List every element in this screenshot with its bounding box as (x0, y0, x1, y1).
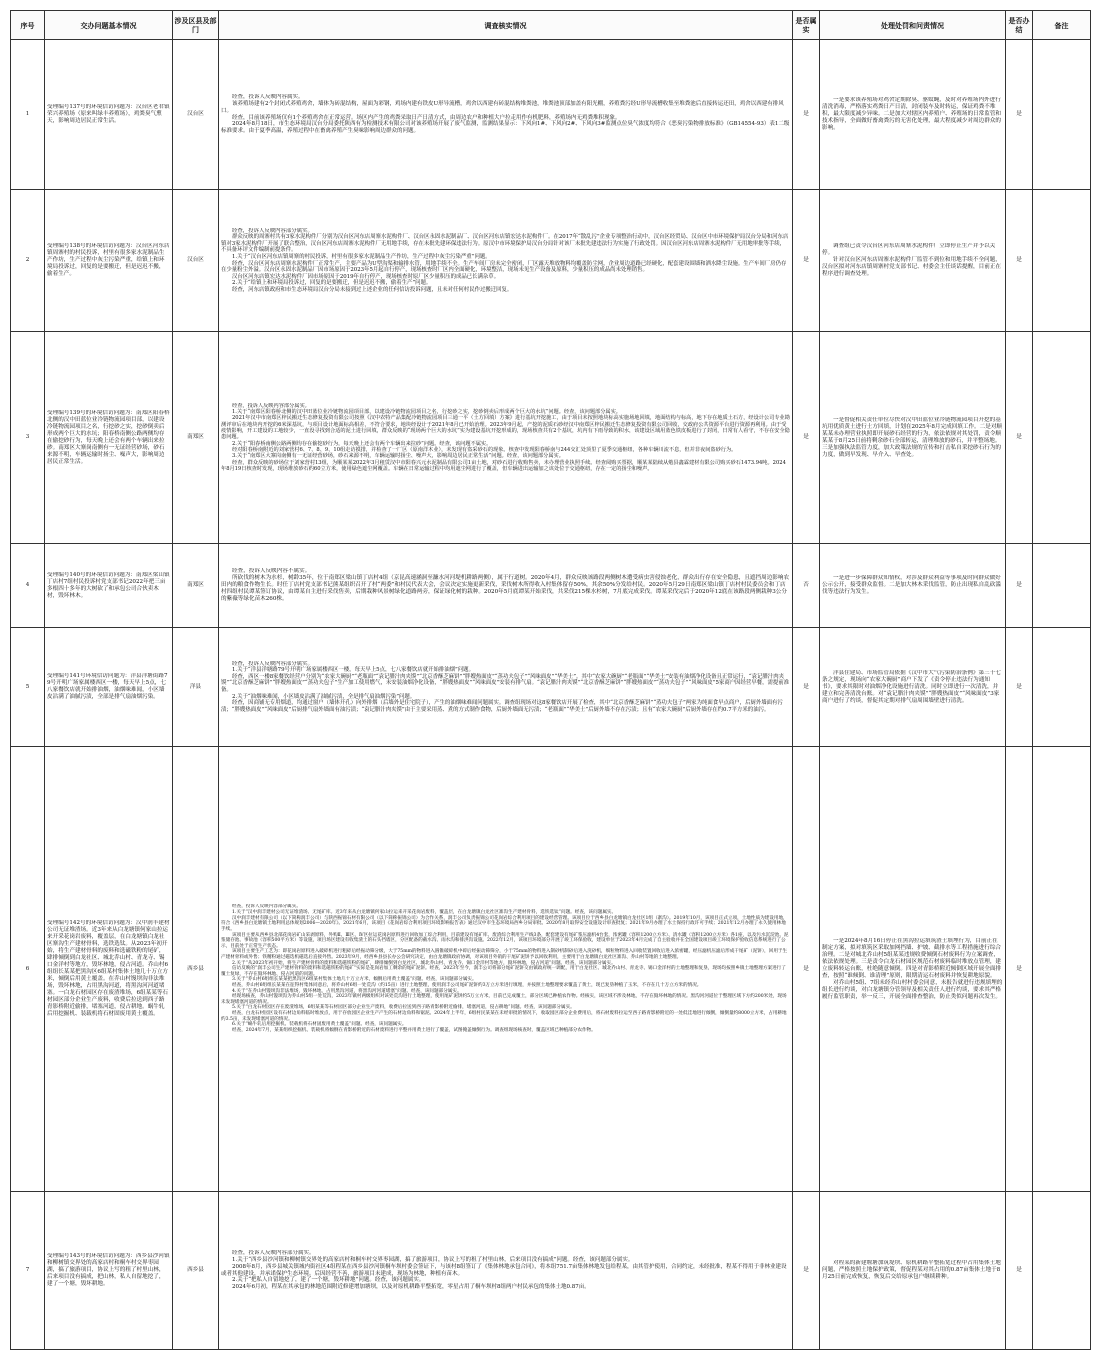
row-basic (45, 332, 173, 544)
detail-paragraph: 经对阳春桥南附近的刘家营村6、7、8、9、10组走访摸排，并检查了一厂区（原南洋木业），未发现有盗采砂石的现象。核查中发现阳春桥南与244交汇处顶里了夏季交通枢纽，各种车辆川流不息，但并非夜间盗砂行为。 (232, 447, 737, 454)
result-text (822, 97, 1003, 132)
result-paragraph: 针对汉台区河东店周寨水泥构件厂监管不到位和用地手续不全问题，汉台区拟对河东店镇周寨村党支部书记、村委会主任谈话提醒，目前正在程序进行调查处理。 (822, 257, 1002, 277)
basic-text: 受理编号139号的环境信访问题为：南郑区阳春桥北侧的汉中田蓝位业冷链物流园项目部，以建设冷链物流园项目之名，行挖砂之实，挖砂倒卖后形成两个巨大的水坑；阳春桥南侧公路两侧均存在偷挖砂行为，每天晚上还会有两个车辆出来拉砂。南郑区大寨岗南侧有一无证经营砂场，砂石来源不明，车辆运输时扬尘、噪声大，影响周边居民正常生活。 (47, 409, 170, 465)
detail-paragraph: 经查，河东店镇政府和市生态环境局汉台分局未接到过上述企业的任何信访投诉问题，且未对任何村民作过搬迁回复。 (232, 286, 513, 293)
detail-text (221, 904, 790, 1033)
table-row (11, 1192, 1091, 1350)
detail-text (221, 228, 790, 294)
detail-paragraph: 群众反映的周寨村共有3家水泥构件厂分别为汉台区河东店周寨水泥构件厂、汉台区永固水泥制品厂、汉台区河东店镇宏达水泥构件厂。在2017年“散乱污”企业专项整治行动中，汉台区经贸局、汉台区中市环境保护局汉台分局和河东店镇对3家水泥构件厂开展了联合整治，汉台区河东店周寨水泥构件厂无用地手续，存在未批先建环保违法行为。原汉中市环境保护局汉台分局针对该厂未批先建违法行为实施了行政处罚。因汉台区河东店周寨水泥构件厂无用地审批等手续，不具备环评文件编制前提条件。 (221, 234, 789, 254)
detail-paragraph: 2.关于“把私人自留地挖了，建了一个塘，毁坏耕地”问题。经查，该问题属实。 (232, 1277, 425, 1284)
table-row (11, 747, 1091, 1192)
detail-paragraph: 5.关于“白龙石材园区存在废渣堆场，6组某某等石材园区部分企业生产废料，收费后拉送到西子路青影桥附近偷排，堵塞河道，侵占耕地”问题。经查，该问题部分属实。 (232, 1005, 575, 1011)
header-done: 是否办结 (1006, 11, 1033, 40)
row-seq: 1 (11, 40, 45, 190)
header-result: 处理处罚和问责情况 (820, 11, 1006, 40)
row-verified: 是 (793, 1192, 820, 1350)
result-text (822, 575, 1003, 596)
detail-paragraph: 经查，投诉人反映内容属实。 (232, 94, 304, 101)
detail-paragraph: 4.关于“在乔山村馒坝沟非法堆场，毁坏林地，占用黑沟河道，将黑沟河河道堵塞”问题。经查，该问题部分属实。 (232, 988, 462, 994)
row-done: 是 (1006, 628, 1033, 747)
row-basic (45, 544, 173, 628)
detail-paragraph: 经查，投诉人反映内容部分属实。 (232, 660, 313, 667)
detail-paragraph: 经查，投诉人反映内容部分属实。 (232, 402, 310, 409)
detail-paragraph: 1.关于“洋县洋塘路79号开明广场家属楼西区一楼，每天早上5点，七八家餐饮店就开始排油烟”问题。 (232, 667, 474, 674)
row-note (1033, 40, 1091, 190)
detail-paragraph: 所砍伐的树木为水杉，树龄35年，位于南郑区梁山镇丁店村4组（京昆高速涵洞至濂水河河堤机耕路两侧），属于行道树。2020年4月，群众反映该路段两侧树木遭受病虫害侵蚀老化，群众出行存在安全隐患，且遮挡周边影响农田内的粮食作物生长。时任丁店村党支部书记熊某组织召开了村“两委”和村民代表大会，会议决定实施更新采伐，采伐树木所得收入村集体留存50%，其余50%分发给村民。2020年5月29日南郑区梁山镇丁店村村民委员会和丁店村四组村民谭某签订协议，由谭某自主进行采伐售卖，后期栽种风景树绿化道路两旁，保证绿化树的栽种。2020年5月底谭某开始采伐，共采伐215棵水杉树，7月底完成采伐。谭某采伐完后于2020年12底在该路段两侧栽种3公分的紫薇等绿化苗木260株。 (221, 575, 790, 602)
row-seq: 2 (11, 190, 45, 332)
row-result (820, 628, 1006, 747)
result-text (822, 670, 1003, 705)
row-area: 洋县 (173, 628, 219, 747)
row-verified: 是 (793, 40, 820, 190)
detail-paragraph: 汉中润丰建材有限公司（以下简称润丰公司）与陕西振锦石材有限公司（以下简称振锦公司）为合作关系，润丰公司负责振锦公司花岗岩综合利用项目的建设经营管理。该项目位于西乡县白龙塘镇白龙社区1组（寨沟）。2019年10月，该项目正式立项，土地性质为建设用地，符合《西乡县白龙塘镇土地利用总体规划2006—2020年》。2021年6月，该项目《花岗岩综合利用项目环境影响报告表》通过汉中市生态环境局西乡分局审批。2020年8月取得安全设施设计审查批复；2021年9月办理了水土保持行政许可手续；2021年12月办理了永久使用林地手续。 (221, 915, 788, 932)
row-note (1033, 544, 1091, 628)
row-area: 汉台区 (173, 40, 219, 190)
row-seq: 4 (11, 544, 45, 628)
detail-paragraph: 经查，白龙石材园区设有石材边角料临时堆放点，用于存放园区企业生产产生的石材边角料和锯泥。2024年上半年，6组村民某某在未经审批的情况下，收取园区部分企业费用后，将石材废料拉运至西子路青影桥附近的一处低洼地进行倾倒，倾倒量约8000立方米，占用耕地约3.5亩，未发现堵塞河道的情况。 (221, 1011, 787, 1022)
row-detail (219, 332, 793, 544)
basic-text: 受理编号138号的环境信访问题为：汉台区河东店镇周寨村的村民投诉，村里有很多家水泥制品生产作坊，生产过程中灰尘污染严重，给镇上和环境局投诉过，回复的是要搬迁，但是迟迟不搬，偷着生产。 (47, 243, 170, 277)
row-result (820, 190, 1006, 332)
row-detail (219, 544, 793, 628)
detail-text (221, 661, 790, 714)
detail-paragraph: 经现场核查，乔山村馒坝沟为乔山村5组一处荒沟，2023年镇村两级组织对该处荒沟进行土地整理，使用尾矿泥饼约5万立方米，目前已完成覆土，部分区域已种植农作物。经核实，该区域不涉及林地，不存在毁坏林地的情况。黑沟河河道位于整理区域下方约200米处，现场未发现堵塞河道的情况。 (221, 994, 787, 1005)
result-paragraph: 洋县住建局、市场监管局依据《汉中市大气污染防治条例》第三十七条之规定，现场向“农家大碗厨”商户下发了《责令停止违法行为通知书》，要求其限时对油烟净化设施进行清洗。同时立即进行一次清洗，并建立和完善清洗台账。对“袁记腊汁肉夹馍”“胖嫂热面皮”“风味面皮”3家商户进行了约谈，督促其定期对排气扇周围墙壁进行清洗。 (822, 669, 1001, 704)
detail-paragraph: 经查，投诉人反映内容部分属实。 (232, 1250, 315, 1257)
table-row (11, 332, 1091, 544)
row-note (1033, 747, 1091, 1192)
detail-paragraph: 2.关于“给镇上和环境局投诉过，回复的是要搬迁，但是迟迟不搬，偷着生产”问题。 (232, 280, 432, 287)
header-basic: 交办问题基本情况 (45, 11, 173, 40)
basic-text: 受理编号140号的环境信访问题为：南郑区梁山镇丁店村7组村民投诉村党支部书记2022年把三亩多根四十多年的大树砍了和承包公司合伙卖木材，毁坏林木。 (47, 571, 170, 599)
detail-paragraph: 该项目主要生产工艺为：即花岗岩原料进入破碎机进行粗碎后经振动筛分级，大于75mm的物料进入圆锥破碎机中碎后经振动筛筛分，小于75mm的物料进入制砂机制砂后进入洗砂机，细粒物料进入回收装置回收后进入浓密罐，经压滤机压滤后形成干尾矿（泥饼），回用于生产建材骨料或外售；铁精粉通过磁选机磁选后直接外售。2023年9月，经西乡县县长办公会研究决定，由白龙塘镇政府协调，对该项目外销的干尾矿泥饼予以回收利用，主要用于白龙塘镇白龙社区寨沟、乔山村等地的土地整理。 (221, 949, 788, 960)
detail-text (221, 568, 790, 602)
result-text (822, 243, 1003, 278)
row-note (1033, 1192, 1091, 1350)
row-basic (45, 190, 173, 332)
detail-paragraph: 经查，汉台区河东店周寨水泥构件厂正常生产，主要产品为U型沟渠和输排水管，用地手续不全。生产车间厂房未完全密闭，厂区露天堆放物料均覆盖防尘网，企业周边道路已经硬化，配套建设围墙和洒水降尘设施。生产车间厂房仍存在少量粉尘外溢。汉台区永固水泥制品厂因市场原因于2023年5月起自行停产，现场核查时厂区内全面硬化，环境整洁，现场未见生产设备及原料，少量积压的成品尚未处理销售。 (221, 260, 787, 274)
row-area: 汉台区 (173, 190, 219, 332)
detail-paragraph: 经查，因商铺无专用烟道，均通过窗户（墙体开孔）向外排烟（后墙外是住宅院子），产生的油烟味难闻问题属实。调查组现场对这8家餐饮店开展了检查，其中“北京香酥芝麻饼”“蒸功夫包子”两家为纯面食早点商户，后厨外墙面有污渍；“胖嫂热面皮”“风味面皮”后厨排气扇外墙面有油污渍；“袁记腊汁肉夹馍”由于主要采用蒸、煮的方式制作食物，后厨外墙面无污渍；“老瓶面”“华美士”后厨外墙不存在污渍；且有“农家大碗厨”后厨外墙存在约0.7平方米的油污。 (221, 700, 783, 713)
row-area: 西乡县 (173, 1192, 219, 1350)
detail-paragraph: 信访反映的“润丰公司生产建材骨料的废料和选磁铁粉的尾矿”实际是花岗岩加工剩余的尾矿泥饼。经查，2023年至今，润丰公司将部分尾矿泥饼交由镇政府统一调配，用于白龙社区、城北乔山村、青龙寺、锡口金洋村的土地整理和复垦，现场均按照乡镇土地整理方案进行了覆土复绿，不存在毁坏林地、侵占河道的问题。 (221, 966, 786, 977)
detail-paragraph: 6.关于“蜗牛轧后用挖掘机、装载机将石材固废用黄土覆盖”问题。经查，该问题属实。 (232, 1022, 407, 1028)
detail-paragraph: 经查，乔山村6组组长某某在征得村集体同意后，将乔山村6组一处荒沟（约15亩）进行土地整理，使用润丰公司尾矿泥饼约3万立方米进行填埋，并按照土地整理要求覆盖了黄土，现已复垦种植了玉米，不存在几十万立方米的情况。 (232, 983, 702, 989)
row-area: 南郑区 (173, 544, 219, 628)
detail-paragraph: 经查，目前该养殖场仅有1个养殖鸡舍在正常运营。场区内产生的鸡粪采取日产日清方式，由周边农户和种植大户拉走用作有机肥料，养殖场内无鸡粪堆积现象。 (232, 114, 621, 121)
header-verified: 是否属实 (793, 11, 820, 40)
row-done: 是 (1006, 190, 1033, 332)
basic-text: 受理编号143号的环境信访问题为：西乡县沙河镇和柳树镇交界处的高家店村和桐车村交界枣园湖，搞了旅游项目，协议上写的租了村里山林，后来项目没有搞成，把山林，私人自留地挖了，建了一个塘，毁坏耕地。 (47, 1253, 170, 1287)
row-detail (219, 40, 793, 190)
detail-paragraph: 1.关于“汉台区河东店镇周寨的村民投诉，村里有很多家水泥制品生产作坊，生产过程中灰尘污染严重”问题。 (232, 253, 491, 260)
detail-paragraph: 2021年汉中市南郑区梓民搬迁生态修复投资有限公司按照《汉中农特产品集配冷链物流园项目三通一平（土方回填）方案》进行基坑开挖施工，由于项目未按照地块标高实施场地回填，地面结构与标高，地下存在地质土石方，经设计公司专业勘测评审后在地块内开挖的6米深基坑，与项目设计地面标高相差，不符合要求，地块经设计于2021年8月已开始治理。2023年9月起，产挖的泥质石砂经汉中南郑区梓民搬迁生态修复投资有限公司回收，交政府公共资源平台进行资源再利用。由于受疫情影响，开工建设的工地较少，一直没寻找到合适的泥土进行回填，群众反映的“现场两个巨大的水坑”实为建设基坑开挖形成的，现场核查共有2个基坑，坑内有下雨导致的积水，该建设区域用蓝色铁皮板进行了封闭，日常有人看守，不存在安全隐患问题。 (221, 415, 790, 441)
row-detail (219, 628, 793, 747)
detail-paragraph: 1.关于“西乡县沙河镇和柳树镇交界处的高家店村和桐车村交界枣园湖，搞了旅游项目，协议上写的租了村里山林，后来项目没有搞成”问题。经查，该问题部分属实。 (232, 1257, 634, 1264)
row-note (1033, 332, 1091, 544)
row-done: 是 (1006, 1192, 1033, 1350)
result-paragraph: 一是2024年8月16日停止在黑沟拉运填筑渣土填埋行为，目前正在制定方案，拟对填筑区采取加网挡墙、护坡、截排水等工程措施进行综合治理。二是对城北乔山村5组某某违规收费倾倒石材废料行为立案调查，依法依规处理。三是责令白龙石材园区规范石材废料临时堆放点管理，建立废料转运台账，杜绝随意倾倒。四是对青影桥附近倾倒区域开展全面排查，按照“谁倾倒、谁清理”原则，限期清运石材废料并恢复耕地原貌。 (822, 937, 1002, 979)
header-note: 备注 (1033, 11, 1091, 40)
detail-text (221, 1250, 790, 1290)
row-seq: 5 (11, 628, 45, 747)
detail-paragraph: 经查，投诉人反映内容部分属实。 (232, 227, 313, 234)
detail-paragraph: 2008年8月，西乡县城关镇城内街社区4组程某在西乡县沙河镇桐车坝村委会签证下，与该村8组签订了《集体林地承包合同》，将本组751.7亩集体林地发包给程某，由其管护使用，合同约定，未经批准，程某不得用于非林业建设或者其他建设，并承诺保护生态环境。后因经营不善，旅游项目未建成，现场为林地，种植有苗木。 (221, 1263, 787, 1277)
detail-paragraph: 2.关于“从2023年初开始，将生产建材骨料的废料和选磁铁粉的尾矿，肆排倾倒到白龙社区、城北乔山村、青龙寺、锡口金洋村等地方，毁坏林地，侵占河道”问题。经查，该问题部分属实。 (232, 960, 616, 966)
detail-paragraph: 2024年8月18日，市生态环境局汉台分局委托陕西有为检测技术有限公司对该养殖场开展了废气监测，监测结果显示：下风向1#、下风向2#、下风向3#监测点位臭气浓度均符合《恶臭污染物排放标准》（GB14554-93）表1二级标准要求。由于夏季高温，养殖过程中在畜禽养殖产生臭味影响周边群众的问题。 (221, 121, 790, 134)
row-detail (219, 190, 793, 332)
header-seq: 序号 (11, 11, 45, 40)
row-basic (45, 1192, 173, 1350)
header-area: 涉及区县及部门 (173, 11, 219, 40)
basic-text: 受理编号141号环境信访问题为：洋县洋塘街路79号开明广场家属楼西区一楼，每天早上5点，七八家餐饮店就开始排油烟，油烟味难闻，小区墙皮沾满了油腻污渍，全部是排气扇油烟污染。 (47, 673, 168, 700)
row-done: 是 (1006, 332, 1033, 544)
row-verified: 是 (793, 747, 820, 1192)
header-row (11, 11, 1091, 40)
result-text (822, 938, 1003, 1001)
row-verified: 是 (793, 332, 820, 544)
detail-paragraph: 2.关于“阳春桥南侧公路两侧均存在偷挖砂行为，每天晚上还会有两个车辆出来拉砂”问题。经查，该问题不属实。 (232, 440, 492, 447)
detail-paragraph: 经查，投诉人反映内容部分属实。 (232, 904, 301, 910)
row-note (1033, 628, 1091, 747)
row-area: 南郑区 (173, 332, 219, 544)
row-verified: 是 (793, 190, 820, 332)
detail-paragraph: 2.关于“油烟味难闻，小区墙皮沾满了油腻污渍，全是排气扇油烟污染”问题。 (232, 693, 416, 700)
detail-paragraph: 3.关于“南郑区大寨岗南侧有一无证经营砂场，砂石来源不明，车辆运输时扬尘、噪声大，影响周边居民正常生活”问题。经查，该问题部分属实。 (232, 453, 564, 460)
detail-paragraph: 该项目主要从西乡县北部花岗岩矿山采剥原料，外购Ⅱ、Ⅲ区、Ⅳ区拉运花岗岩原料进行回收加工综合利用，目前建设有尾矿库、废渣综合利用生产线3条，配套建设有尾矿浆压滤机4台套，浓密罐（容积1200立方米）、清水罐（容积1200立方米）各1座，以及污水沉淀池、泥浆储存池、事故池（容积500平方米）等设施，项目场区建设有收集渣土的石头挡墙区，分区配备的截水沟、雨水沟和排洪沟设施。2022年12月，该项目环境部分开展了竣工环保验收，建设单位于2023年4月完成了自主验收并在全国建设项目竣工环境保护验收信息系统进行了公示，目前处于正常生产状态。 (221, 932, 789, 949)
result-paragraph: 对乔山村5组、7组未经乔山村村委会同意，未报告就进行违规填埋的组长进行约谈，对白龙塘镇分管领导及相关责任人进行约谈，要求其严格履行监管职责，举一反三，开展全面排查整治，防止类似问题再次发生。 (822, 979, 1003, 1000)
row-detail (219, 747, 793, 1192)
result-text (822, 417, 1003, 459)
row-seq: 6 (11, 747, 45, 1192)
row-detail (219, 1192, 793, 1350)
result-text (822, 1260, 1003, 1281)
result-paragraph: 一是要求该养殖场对鸡舍定期除臭、驱蚊蝇，及时对养殖场内外进行清洗消毒，严格落实鸡粪日产日清，封闭装车及时转运，保证鸡粪不堆积，最大限度减少异味。二是加大对辖区内养殖户、养殖场的日常监管和技术指导，全面做好畜禽粪污的无害化处理，最大程度减少对周边群众的影响。 (822, 97, 1002, 131)
header-detail: 调查核实情况 (219, 11, 793, 40)
row-result (820, 747, 1006, 1192)
row-result (820, 332, 1006, 544)
row-basic (45, 628, 173, 747)
row-verified: 是 (793, 628, 820, 747)
detail-paragraph: 经查，群众反映的砂场位于刘家营村13组，为顺某某2022年3月租赁汉中市阳春兴元水泥制品有限公司1亩土地，对砂石进行收购售卖，未办理营业执照手续。经查阅购买票据，顺某某陆续从勉县鑫霖建材有限公司购买砂石1473.94吨。2024年8月19日核查时发现，现场堆放砂石约60立方米，使用绿色遮尘网覆盖。车辆在日常运输过程中均用遮尘网进行了覆盖，但车辆进出运输加之该处位于交通枢纽，存在一定的扬尘和噪声。 (221, 459, 786, 473)
row-basic (45, 40, 173, 190)
row-seq: 3 (11, 332, 45, 544)
row-result (820, 544, 1006, 628)
table-row (11, 544, 1091, 628)
basic-text: 受理编号142号的环境信访问题为：汉中润丰建材公司无证堆渣场。近3年来从白龙塘镇何家山拉运来开采花岗岩废料，覆盖层，在白龙塘镇白龙社区寨沟生产建材骨料，选铁选钛。从2023年初开始，将生产建材骨料的废料和选磁铁粉的尾矿，肆排倾倒到白龙社区、城北乔山村、青龙寺、锡口金洋村等地方，毁坏林地，侵占河道。乔山村6组组长某某把黑沟区6组某村集体土地几十万立方米，倾倒后用黄土覆盖。在乔山村馒坝沟非法堆场，毁坏林地，占用黑沟河道，将黑沟河河道堵塞。一白龙石材园区存在废渣堆场，6组某某等石材园区部分企业生产废料，收费后拉送到西子路青影桥附近偷排，堵塞河道，侵占耕地。蜗牛轧后用挖掘机、装载机将石材固废用黄土覆盖。 (47, 920, 170, 1017)
row-done: 是 (1006, 747, 1033, 1192)
report-table (10, 10, 1091, 1350)
result-paragraph: 一是进一步保障群众知情权，对涉及群众利益等事项及时向群众做好公示公开，接受群众监督。二是加大林木采伐监管，防止出现私自乱砍滥伐等违法行为发生。 (822, 575, 1002, 595)
result-paragraph: 一是督促相关责任单位尽快对汉中田蓝位业冷链物流园项目开挖的基坑用优质黄土进行土方回填，计划在2025年8月完成回填工作。二是对顺某某未办理营业执照即开展砂石经营的行为，依法依规对其处罚，责令顺某某于8月25日前将剩余砂石全部转运，清理堆放的砂石，并平整场地。三是加强执法监管力度，加大政策法规的宣传和打击私自采挖砂石行为的力度，做到早发现、早介入、早查处。 (822, 416, 1003, 458)
detail-paragraph: 1.关于“汉中润丰建材公司无证堆渣场、无尾矿库。近3年来从白龙塘镇何家山拉运来开采花岗岩废料，覆盖层，在白龙塘镇白龙社区寨沟生产建材骨料，选铁选钛”问题。经查，该问题属实。 (232, 910, 617, 916)
detail-paragraph: 汉台区河东店镇宏达水泥构件厂因市场原因于2019年自行停产，现场核查时原厂区少量积压的成品已长满杂草。 (232, 273, 500, 280)
detail-paragraph: 经查，投诉人反映内容不属实。 (232, 568, 311, 575)
basic-text: 受理编号137号的环境信访问题为：汉台区老君镇荣兴养殖场（原来叫绿丰养殖场），鸡粪臭气熏天，影响周边居民正常生活。 (47, 104, 170, 124)
detail-paragraph: 2024年6月初，程某在其承包的林地范围附近修建增加塘坝，以及对原机耕路平整拓宽，零星占用了桐车坝村8组两户村民承包的集体土地0.87亩。 (232, 1283, 590, 1290)
table-row (11, 628, 1091, 747)
row-note (1033, 190, 1091, 332)
row-seq: 7 (11, 1192, 45, 1350)
table-body (11, 40, 1091, 1350)
row-done: 是 (1006, 544, 1033, 628)
detail-text (221, 403, 790, 473)
result-paragraph: 调查组已责令汉台区河东店周寨水泥构件厂立即停止生产并予以关停。 (822, 243, 996, 256)
row-basic (45, 747, 173, 1192)
row-result (820, 40, 1006, 190)
row-result (820, 1192, 1006, 1350)
detail-paragraph: 3.关于“乔山村6组组长某某把黑沟区6组某村集体土地几十万立方米，倾倒后用黄土覆盖”问题。经查，该问题部分属实。 (232, 977, 477, 983)
row-area: 西乡县 (173, 747, 219, 1192)
detail-paragraph: 1.关于“南郑区阳春桥北侧的汉中田蓝位业冷链物流园项目部，以建设冷链物流园项目之名，行挖砂之实，挖砂倒卖后形成两个巨大的水坑”问题。经查，该问题部分属实。 (232, 408, 621, 415)
detail-paragraph: 该养殖场建有2个封闭式养殖鸡舍，墙体为砖混结构，屋面为彩钢，鸡场内建有铁皮U形导流槽，鸡舍以西建有砖混结构堆粪池，堆粪池顶部加盖有阳光棚，养殖粪污经U形导流槽收集至堆粪池后直接转运还田，鸡舍以西建有排风口。 (221, 101, 784, 114)
detail-text (221, 94, 790, 134)
row-verified: 否 (793, 544, 820, 628)
detail-paragraph: 经查，2024年7月，某某组织挖掘机、装载机将倾倒在青影桥附近的石材废料进行平整并用黄土进行了覆盖，试图掩盖倾倒行为。调查组现场核查时，覆盖区域已种植部分农作物。 (232, 1027, 596, 1033)
result-paragraph: 对程某的新建堰塘加筑堤坝、原机耕路平整拓宽过程中占用集体土地问题，严格按照土地保护政策，督促程某对其占用的0.87亩集体土地于8月25日前完成恢复，恢复后交给原承包户继续耕种。 (822, 1260, 1001, 1280)
row-done: 是 (1006, 40, 1033, 190)
detail-paragraph: 经查，西区一楼8家餐饮经营户分别为“农家大碗厨”“老瓶面”“袁记腊汁肉夹馍”“北京香酥芝麻饼”“胖嫂热面皮”“蒸功夫包子”“风味面皮”“华美士”。其中“农家大碗厨”“老瓶面”“华美士”安装有油烟净化设备且正常运行，“袁记腊汁肉夹馍”“北京香酥芝麻饼”“胖嫂热面皮”“蒸功夫包子”生产加工使用燃气，未安装油烟净化设备，“胖嫂热面皮”“风味面皮”安装有排气扇。“袁记腊汁肉夹馍”“北京香酥芝麻饼”“胖嫂热面皮”“蒸功夫包子”“风味面皮”5家商户因经营早餐，需提前准备。 (221, 673, 790, 693)
table-row (11, 190, 1091, 332)
table-row (11, 40, 1091, 190)
